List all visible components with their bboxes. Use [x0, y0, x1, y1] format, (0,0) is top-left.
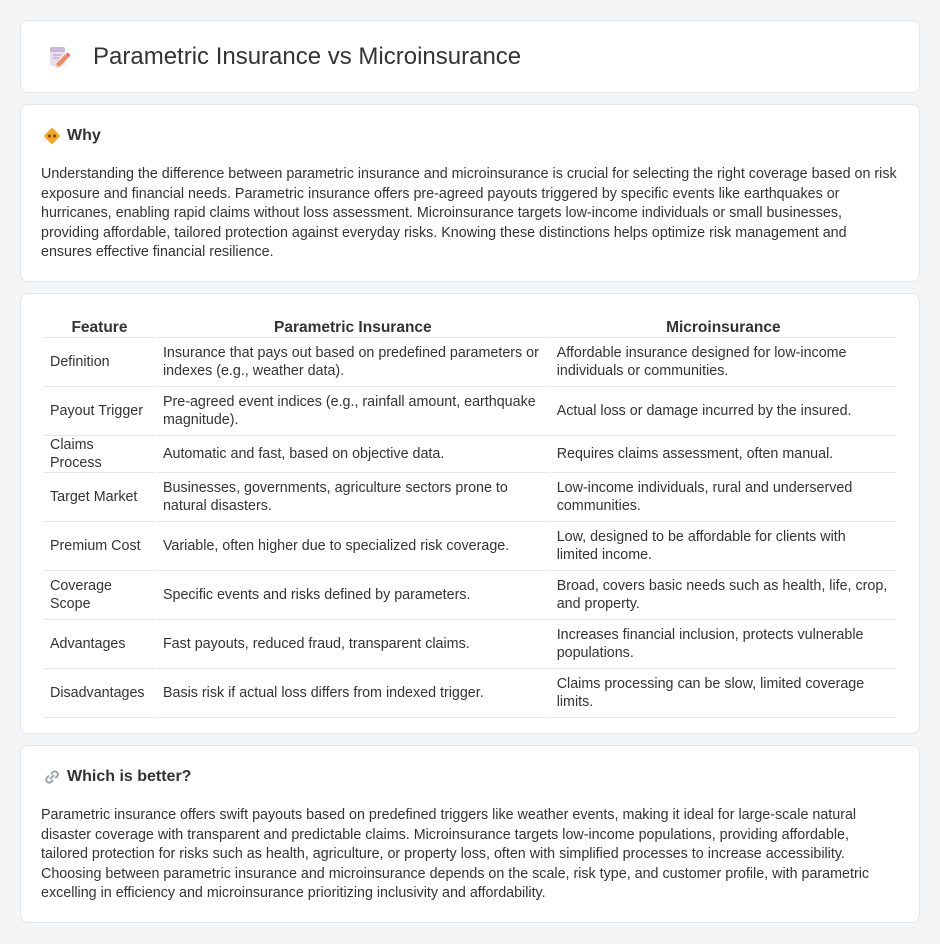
table-header-row	[44, 316, 896, 338]
which-is-better-section	[20, 745, 920, 923]
parametric-cell: Businesses, governments, agriculture sectors prone to natural disasters.	[157, 473, 549, 522]
comparison-table-card	[20, 293, 920, 734]
table-row	[44, 522, 896, 571]
table-row	[44, 473, 896, 522]
parametric-cell: Variable, often higher due to specialized risk coverage.	[157, 522, 549, 571]
feature-cell: Payout Trigger	[44, 387, 155, 436]
table-row	[44, 571, 896, 620]
better-body: Parametric insurance offers swift payouts based on predefined triggers like weather events, making it ideal for large-scale natural disaster coverage with transparent and predictable claims. Microinsurance targets low-income populations, providing affordable, tailored protection for risks such as health, agriculture, or property loss, often with simplified processes to increase accessibility. Choosing between parametric insurance and microinsurance depends on the scale, risk type, and customer profile, with parametric excelling in efficiency and microinsurance prioritizing inclusivity and affordability.	[41, 807, 870, 902]
header-card	[20, 20, 920, 93]
why-body: Understanding the difference between parametric insurance and microinsurance is crucial for selecting the right coverage based on risk exposure and financial needs. Parametric insurance offers pre-agreed payouts triggered by specific events like earthquakes or hurricanes, enabling rapid claims without loss assessment. Microinsurance targets low-income individuals or small businesses, providing affordable, tailored protection against everyday risks. Knowing these distinctions helps optimize risk management and ensures effective financial resilience.	[41, 166, 897, 261]
micro-cell: Affordable insurance designed for low-income individuals or communities.	[551, 338, 896, 387]
parametric-cell: Automatic and fast, based on objective data.	[157, 436, 549, 473]
feature-cell: Claims Process	[44, 436, 155, 473]
diamond-sign-icon	[43, 127, 61, 145]
micro-cell: Actual loss or damage incurred by the insured.	[551, 387, 896, 436]
micro-cell: Low-income individuals, rural and underserved communities.	[551, 473, 896, 522]
parametric-cell: Insurance that pays out based on predefined parameters or indexes (e.g., weather data).	[157, 338, 549, 387]
table-row	[44, 387, 896, 436]
header-parametric: Parametric Insurance	[157, 316, 549, 338]
parametric-cell: Fast payouts, reduced fraud, transparent claims.	[157, 620, 549, 669]
feature-cell: Coverage Scope	[44, 571, 155, 620]
parametric-cell: Pre-agreed event indices (e.g., rainfall amount, earthquake magnitude).	[157, 387, 549, 436]
comparison-table	[42, 316, 898, 718]
link-icon	[43, 768, 61, 786]
table-row	[44, 436, 896, 473]
why-heading: Why	[67, 127, 101, 144]
micro-cell: Requires claims assessment, often manual.	[551, 436, 896, 473]
micro-cell: Claims processing can be slow, limited coverage limits.	[551, 669, 896, 718]
micro-cell: Increases financial inclusion, protects vulnerable populations.	[551, 620, 896, 669]
parametric-cell: Specific events and risks defined by parameters.	[157, 571, 549, 620]
document-pencil-icon	[47, 45, 71, 69]
table-row	[44, 338, 896, 387]
table-row	[44, 620, 896, 669]
feature-cell: Target Market	[44, 473, 155, 522]
table-row	[44, 669, 896, 718]
micro-cell: Low, designed to be affordable for clients with limited income.	[551, 522, 896, 571]
feature-cell: Definition	[44, 338, 155, 387]
page-title: Parametric Insurance vs Microinsurance	[93, 42, 522, 70]
micro-cell: Broad, covers basic needs such as health, life, crop, and property.	[551, 571, 896, 620]
header-microinsurance: Microinsurance	[551, 316, 896, 338]
parametric-cell: Basis risk if actual loss differs from indexed trigger.	[157, 669, 549, 718]
feature-cell: Advantages	[44, 620, 155, 669]
better-heading: Which is better?	[67, 768, 192, 785]
why-section	[20, 104, 920, 282]
header-feature: Feature	[44, 316, 155, 338]
feature-cell: Premium Cost	[44, 522, 155, 571]
feature-cell: Disadvantages	[44, 669, 155, 718]
